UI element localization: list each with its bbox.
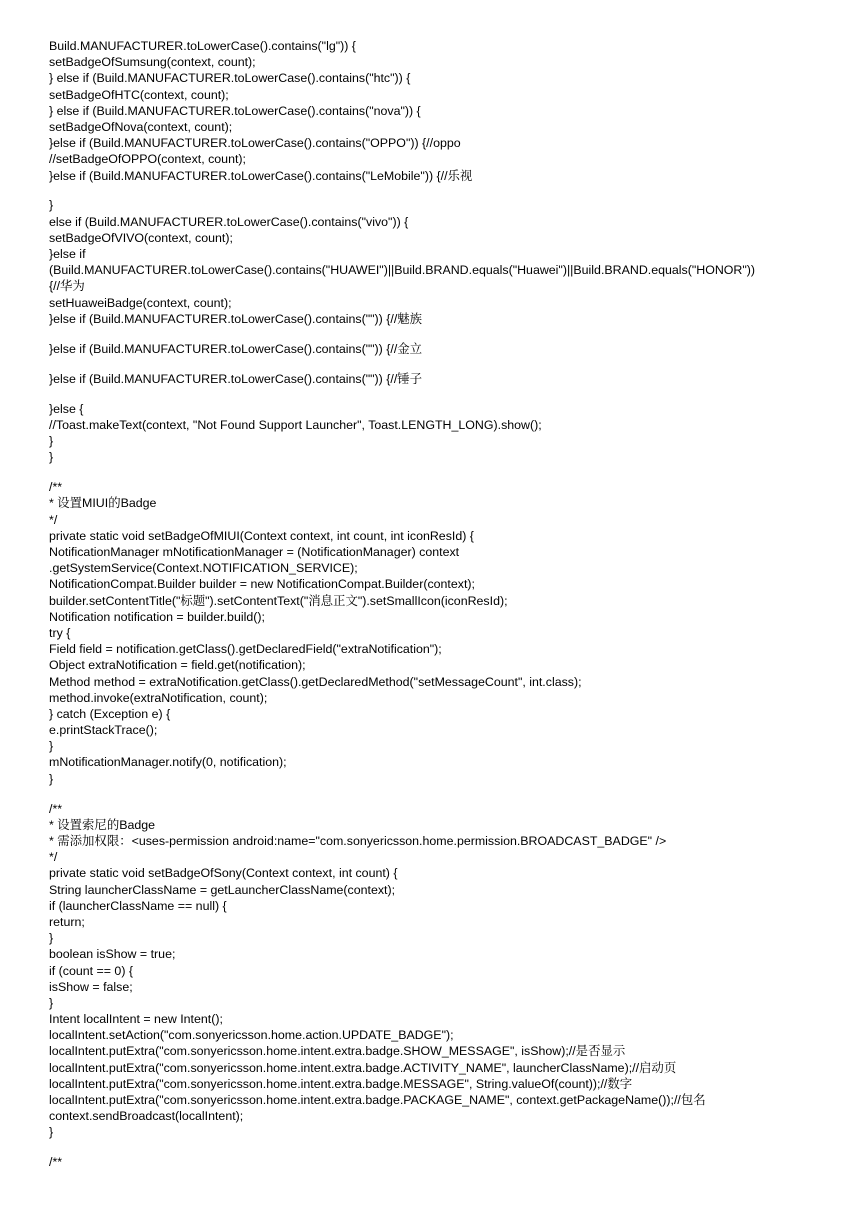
code-line: NotificationManager mNotificationManager = (NotificationManager) context [49,545,460,560]
code-line: } [49,198,54,213]
code-line: localIntent.putExtra("com.sonyericsson.home.intent.extra.badge.ACTIVITY_NAME", launcherClassName);//启动页 [49,1060,677,1075]
blank-line [49,466,849,480]
code-line: //Toast.makeText(context, "Not Found Support Launcher", Toast.LENGTH_LONG).show(); [49,417,542,432]
code-line: } [49,1125,54,1140]
code-line: }else if [49,247,86,262]
code-line: private static void setBadgeOfMIUI(Context context, int count, int iconResId) { [49,528,474,543]
code-line: } [49,434,54,449]
code-line: } else if (Build.MANUFACTURER.toLowerCase().contains("htc")) { [49,71,411,86]
code-line: boolean isShow = true; [49,947,176,962]
code-line: } else if (Build.MANUFACTURER.toLowerCase().contains("nova")) { [49,103,421,118]
code-line: private static void setBadgeOfSony(Context context, int count) { [49,866,398,881]
code-line: context.sendBroadcast(localIntent); [49,1109,244,1124]
code-line: } [49,739,54,754]
blank-line [49,327,849,341]
code-line: if (launcherClassName == null) { [49,898,227,913]
code-line: }else if (Build.MANUFACTURER.toLowerCase().contains("")) {//锤子 [49,371,423,386]
code-line: builder.setContentTitle("标题").setContentText("消息正文").setSmallIcon(iconResId); [49,593,508,608]
code-line: } [49,995,54,1010]
code-line: Method method = extraNotification.getClass().getDeclaredMethod("setMessageCount", int.class); [49,674,582,689]
code-line: mNotificationManager.notify(0, notification); [49,755,287,770]
code-line: * 需添加权限：<uses-permission android:name="com.sonyericsson.home.permission.BROADCAST_BADGE" /> [49,834,667,849]
code-line: */ [49,850,58,865]
code-line: localIntent.setAction("com.sonyericsson.home.action.UPDATE_BADGE"); [49,1028,454,1043]
code-line: }else { [49,401,84,416]
code-line: setHuaweiBadge(context, count); [49,295,232,310]
code-line: String launcherClassName = getLauncherClassName(context); [49,882,396,897]
code-line: * 设置MIUI的Badge [49,496,157,511]
code-line: Notification notification = builder.build(); [49,609,265,624]
code-line: setBadgeOfSumsung(context, count); [49,55,256,70]
code-line: localIntent.putExtra("com.sonyericsson.home.intent.extra.badge.MESSAGE", String.valueOf(count));//数字 [49,1076,633,1091]
code-line: } [49,450,54,465]
code-line: Field field = notification.getClass().getDeclaredField("extraNotification"); [49,642,442,657]
code-line: Object extraNotification = field.get(notification); [49,658,306,673]
code-line: .getSystemService(Context.NOTIFICATION_SERVICE); [49,561,358,576]
code-line: Intent localIntent = new Intent(); [49,1012,223,1027]
blank-line [49,1141,849,1155]
code-line: Build.MANUFACTURER.toLowerCase().contains("lg")) { [49,39,356,53]
code-line: setBadgeOfHTC(context, count); [49,87,229,102]
code-line: //setBadgeOfOPPO(context, count); [49,152,246,167]
code-line: } [49,931,54,946]
code-line: }else if (Build.MANUFACTURER.toLowerCase().contains("LeMobile")) {//乐视 [49,168,473,183]
code-line: if (count == 0) { [49,963,134,978]
code-line: else if (Build.MANUFACTURER.toLowerCase().contains("vivo")) { [49,214,409,229]
code-line: e.printStackTrace(); [49,723,158,738]
code-line: localIntent.putExtra("com.sonyericsson.home.intent.extra.badge.SHOW_MESSAGE", isShow);//是否显示 [49,1044,626,1059]
blank-line [49,787,849,801]
code-line: setBadgeOfNova(context, count); [49,119,233,134]
code-line: return; [49,914,85,929]
code-line: }else if (Build.MANUFACTURER.toLowerCase().contains("")) {//魅族 [49,311,423,326]
code-line: isShow = false; [49,979,133,994]
blank-line [49,184,849,198]
code-line: }else if (Build.MANUFACTURER.toLowerCase().contains("")) {//金立 [49,341,423,356]
code-line: /** [49,1155,63,1170]
code-line: {//华为 [49,279,85,294]
code-line: }else if (Build.MANUFACTURER.toLowerCase().contains("OPPO")) {//oppo [49,136,461,151]
document-body [49,38,849,1171]
blank-line [49,357,849,371]
code-line: setBadgeOfVIVO(context, count); [49,230,233,245]
code-line: (Build.MANUFACTURER.toLowerCase().contains("HUAWEI")||Build.BRAND.equals("Huawei")||Build.BRAND.equals("HONOR")) [49,263,756,278]
code-line: localIntent.putExtra("com.sonyericsson.home.intent.extra.badge.PACKAGE_NAME", context.getPackageName());//包名 [49,1093,706,1108]
code-line: */ [49,512,58,527]
blank-line [49,387,849,401]
code-line: /** [49,801,63,816]
code-line: method.invoke(extraNotification, count); [49,690,268,705]
code-line: * 设置索尼的Badge [49,817,156,832]
code-line: /** [49,480,63,495]
code-line: NotificationCompat.Builder builder = new NotificationCompat.Builder(context); [49,577,475,592]
code-line: } catch (Exception e) { [49,706,171,721]
code-line: try { [49,625,71,640]
code-line: } [49,771,54,786]
